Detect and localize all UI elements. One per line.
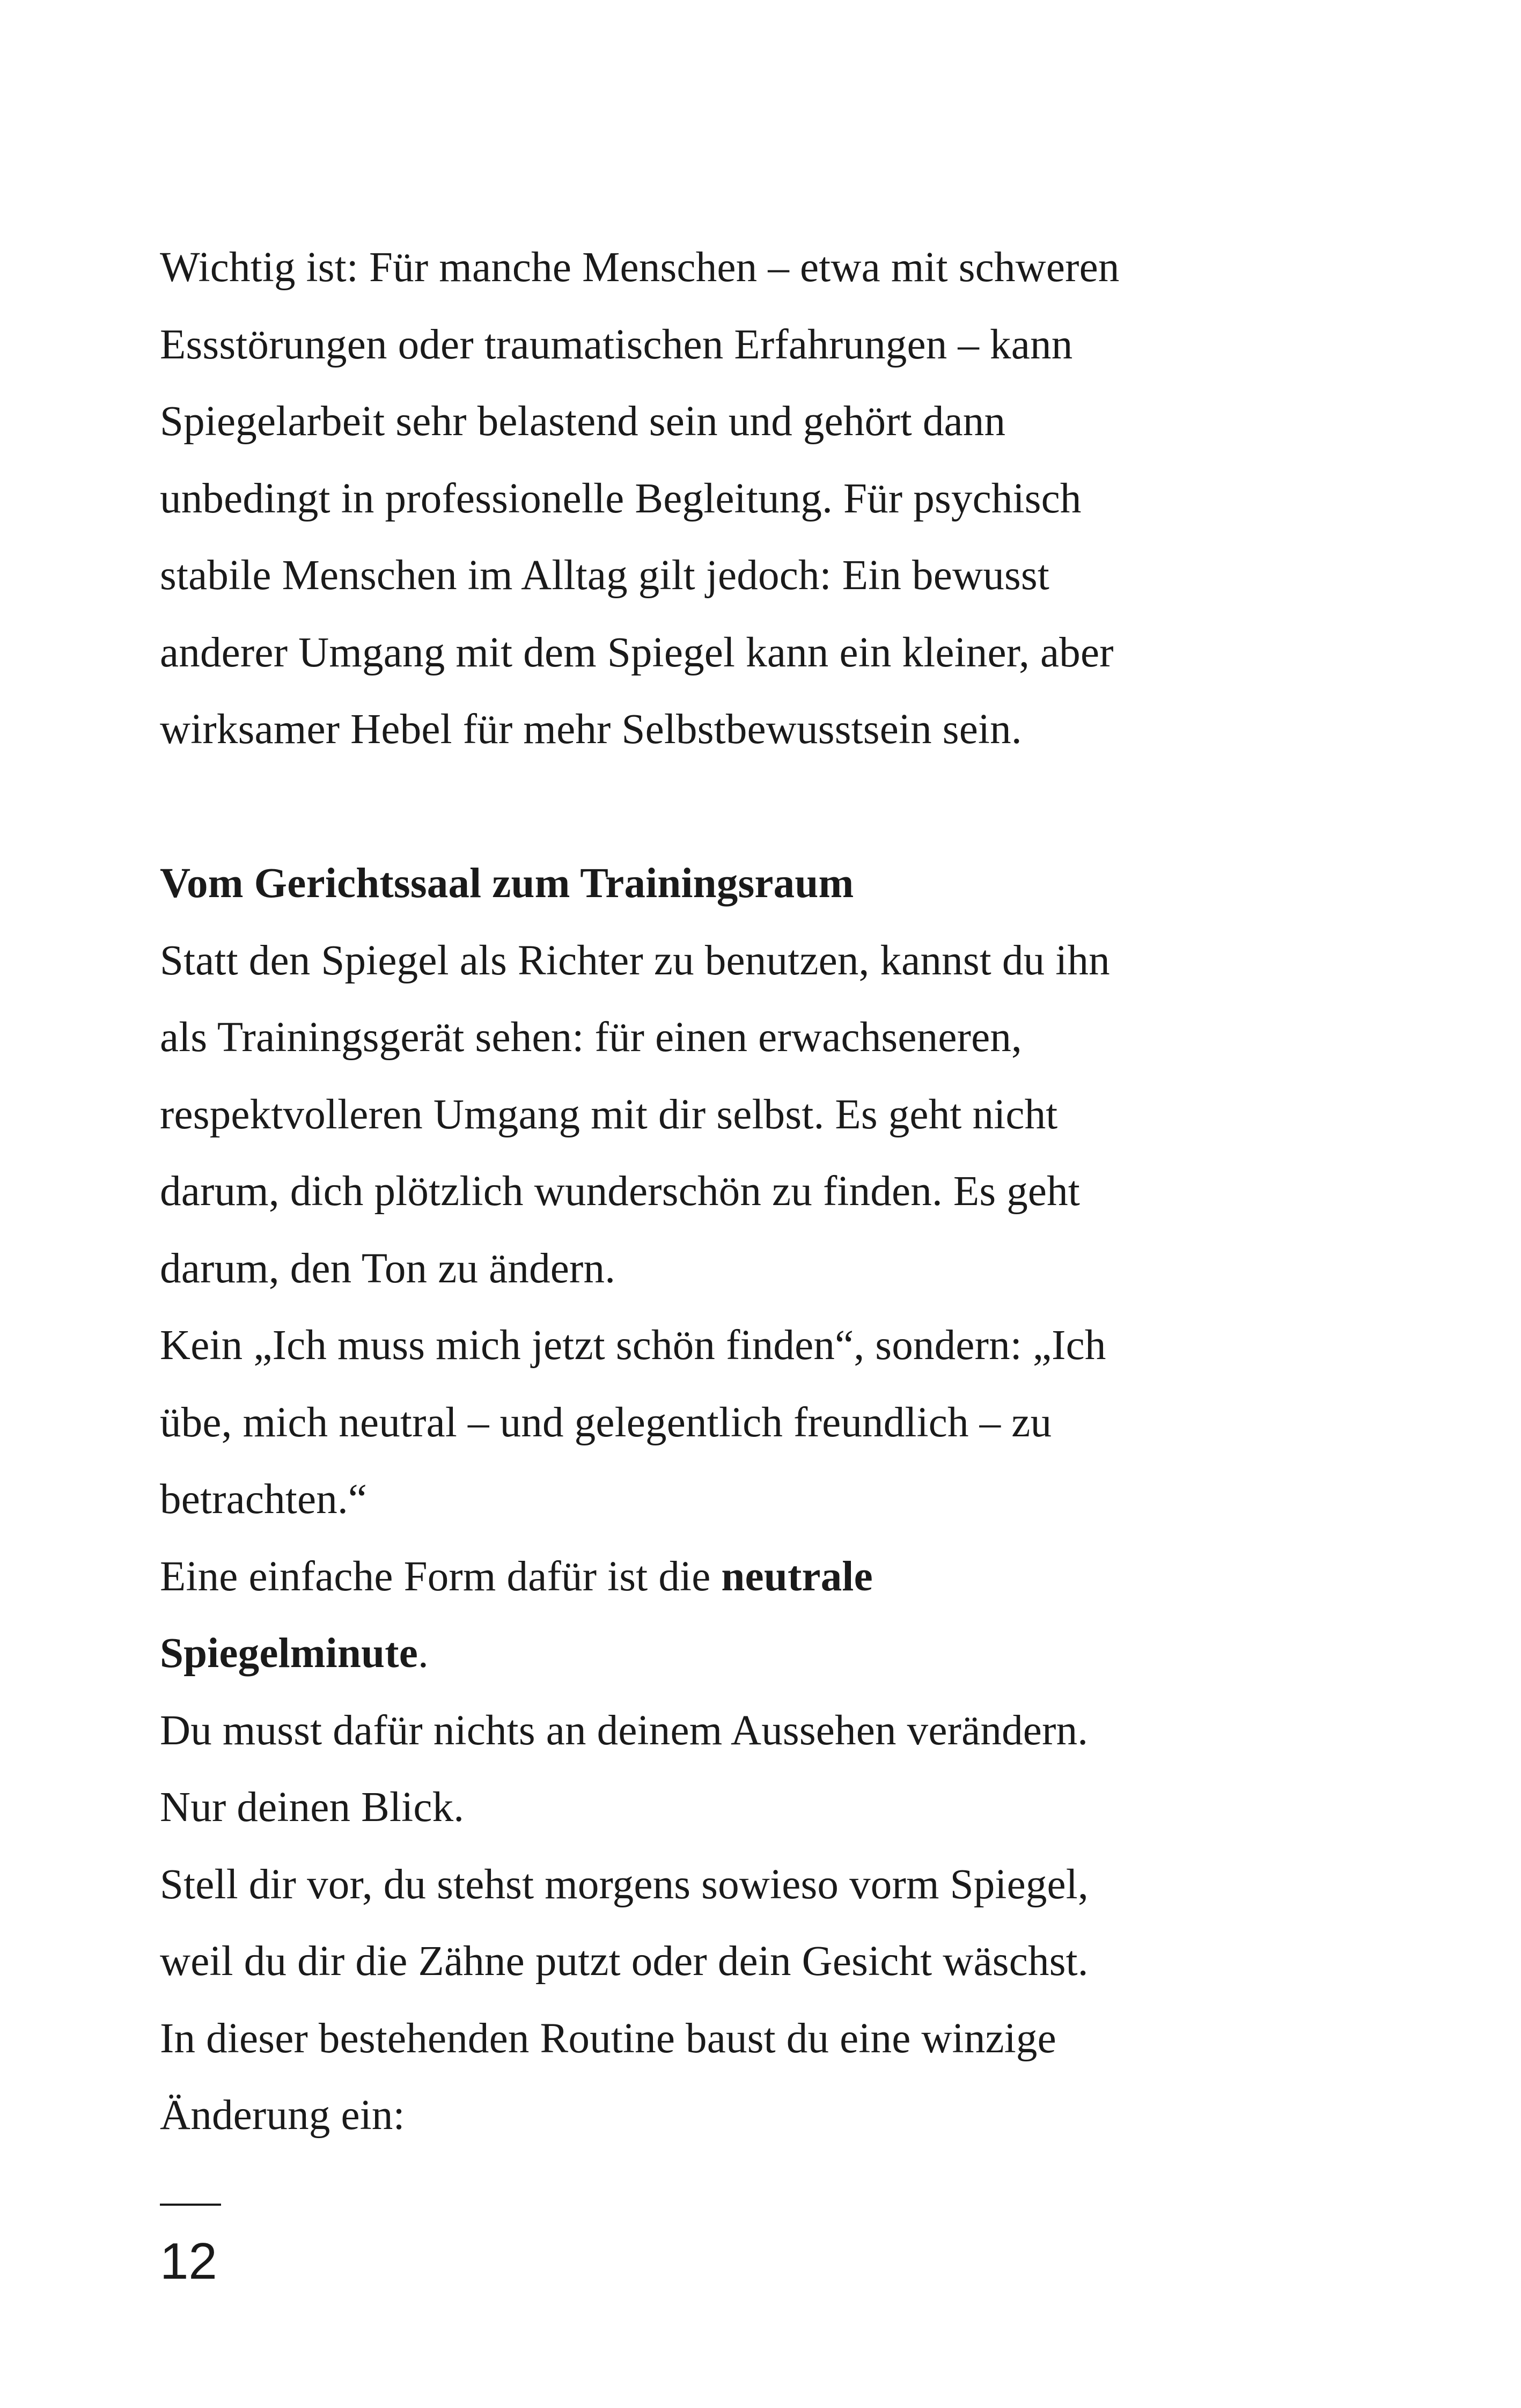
text-line: Änderung ein: xyxy=(160,2092,405,2139)
text-line: wirksamer Hebel für mehr Selbstbewusstsein sein. xyxy=(160,706,1022,753)
text-line: Kein „Ich muss mich jetzt schön finden“, sondern: „Ich xyxy=(160,1322,1106,1369)
section-outro-paragraph xyxy=(160,1692,1287,2154)
text-line: Spiegelarbeit sehr belastend sein und gehört dann xyxy=(160,398,1006,445)
emphasis-text: neutrale xyxy=(721,1553,873,1600)
paragraph-spacer xyxy=(160,768,1287,846)
text-line: weil du dir die Zähne putzt oder dein Gesicht wäschst. xyxy=(160,1938,1089,1985)
text-line: als Trainingsgerät sehen: für einen erwachseneren, xyxy=(160,1014,1023,1061)
text-line-with-emphasis xyxy=(160,1538,1287,1616)
text-line: übe, mich neutral – und gelegentlich freundlich – zu xyxy=(160,1399,1052,1446)
text-line-with-emphasis xyxy=(160,1615,1287,1692)
text-line: unbedingt in professionelle Begleitung. Für psychisch xyxy=(160,475,1082,522)
text-fragment: . xyxy=(418,1630,429,1677)
text-line: anderer Umgang mit dem Spiegel kann ein kleiner, aber xyxy=(160,629,1114,676)
page-number: 12 xyxy=(160,2233,217,2290)
text-line: darum, dich plötzlich wunderschön zu finden. Es geht xyxy=(160,1168,1081,1215)
section-intro-paragraph xyxy=(160,922,1287,1538)
text-line: darum, den Ton zu ändern. xyxy=(160,1245,616,1292)
paragraph-mirror-work-warning xyxy=(160,229,1287,768)
text-line: betrachten.“ xyxy=(160,1476,368,1523)
text-line: Essstörungen oder traumatischen Erfahrungen – kann xyxy=(160,321,1073,368)
text-line: Statt den Spiegel als Richter zu benutzen, kannst du ihn xyxy=(160,937,1110,984)
section-heading: Vom Gerichtssaal zum Trainingsraum xyxy=(160,860,854,907)
text-line: Wichtig ist: Für manche Menschen – etwa mit schweren xyxy=(160,244,1120,291)
text-line: In dieser bestehenden Routine baust du eine winzige xyxy=(160,2015,1056,2062)
page-body-text xyxy=(160,229,1287,2154)
footer-rule xyxy=(160,2204,221,2206)
text-line: Du musst dafür nichts an deinem Aussehen verändern. xyxy=(160,1707,1089,1754)
text-fragment: Eine einfache Form dafür ist die xyxy=(160,1553,722,1600)
text-line: respektvolleren Umgang mit dir selbst. Es geht nicht xyxy=(160,1091,1058,1138)
text-line: Stell dir vor, du stehst morgens sowieso vorm Spiegel, xyxy=(160,1861,1089,1908)
text-line: stabile Menschen im Alltag gilt jedoch: Ein bewusst xyxy=(160,552,1049,599)
emphasis-text: Spiegelminute xyxy=(160,1630,418,1677)
text-line: Nur deinen Blick. xyxy=(160,1784,465,1831)
